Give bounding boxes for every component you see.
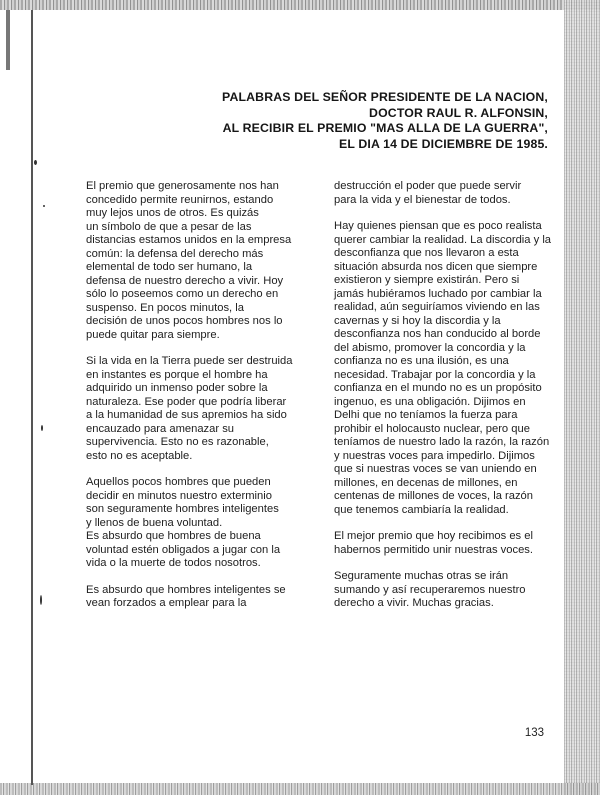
- text-line: confianza no es una ilusión, es una: [334, 355, 509, 367]
- text-line: millones, en decenas de millones, en: [334, 476, 518, 489]
- text-line: distancias estamos unidos en la empresa: [86, 234, 292, 246]
- text-line: que si nuestras voces se van uniendo en: [334, 463, 537, 475]
- page-number: 133: [524, 727, 544, 739]
- paragraph: [86, 584, 306, 611]
- text-line: encauzado para amenazar su: [86, 422, 235, 435]
- text-line: muy lejos unos de otros. Es quizás: [86, 207, 259, 219]
- scan-speck: [34, 160, 37, 165]
- paragraph: [86, 180, 306, 342]
- text-line: situación absurda nos dicen que siempre: [334, 260, 538, 273]
- text-line: sólo lo poseemos como un derecho en: [86, 288, 279, 300]
- text-line: cavernas y si hoy la discordia y la: [334, 314, 501, 327]
- text-line: Hay quienes piensan que es poco realista: [334, 220, 542, 232]
- paragraph: [334, 180, 556, 207]
- text-line: esto no es aceptable.: [86, 449, 193, 462]
- paragraph: [86, 355, 306, 463]
- text-line: que tenemos cambiaría la realidad.: [334, 503, 509, 516]
- text-line: adquirido un inmenso poder sobre la: [86, 382, 268, 394]
- text-line: decisión de unos pocos hombres nos lo: [86, 315, 283, 327]
- scan-edge-bottom: [0, 783, 600, 795]
- text-line: derecho a vivir. Muchas gracias.: [334, 597, 494, 609]
- scan-edge-left-mark: [6, 10, 10, 70]
- text-line: teníamos de nuestro lado la razón, la razón: [334, 436, 550, 448]
- text-line: defensa de nuestro derecho a vivir. Hoy: [86, 274, 284, 287]
- text-line: del abismo, promover la concordia y la: [334, 341, 526, 354]
- text-line: un símbolo de que a pesar de las: [86, 220, 252, 233]
- text-line: Es absurdo que hombres inteligentes se: [86, 583, 286, 596]
- text-line: común: la defensa del derecho más: [86, 247, 264, 260]
- text-line: destrucción el poder que puede servir: [334, 180, 522, 192]
- text-line: a la humanidad de sus apremios ha sido: [86, 409, 287, 421]
- text-line: Aquellos pocos hombres que pueden: [86, 476, 271, 488]
- text-line: vida o la muerte de todos nosotros.: [86, 557, 261, 569]
- text-line: Seguramente muchas otras se irán: [334, 570, 509, 582]
- text-line: naturaleza. Ese poder que podría liberar: [86, 395, 287, 408]
- text-line: prohibir el holocausto nuclear, pero que: [334, 422, 530, 435]
- text-line: en instantes es porque el hombre ha: [86, 368, 268, 381]
- paragraph: [86, 476, 306, 571]
- text-line: concedido permite reunirnos, estando: [86, 193, 274, 206]
- text-line: vean forzados a emplear para la: [86, 597, 247, 609]
- document-heading: [222, 90, 548, 152]
- text-line: para la vida y el bienestar de todos.: [334, 193, 511, 206]
- heading-line: PALABRAS DEL SEÑOR PRESIDENTE DE LA NACION,: [222, 90, 548, 104]
- text-line: son seguramente hombres inteligentes: [86, 503, 279, 515]
- scan-edge-right: [564, 0, 600, 795]
- heading-line: AL RECIBIR EL PREMIO "MAS ALLA DE LA GUERRA",: [222, 121, 548, 135]
- text-line: y llenos de buena voluntad.: [86, 516, 223, 529]
- text-line: habernos permitido unir nuestras voces.: [334, 543, 533, 556]
- right-text-column: [334, 180, 556, 624]
- text-line: sumando y así recuperaremos nuestro: [334, 583, 526, 596]
- text-line: decidir en minutos nuestro exterminio: [86, 489, 272, 502]
- text-line: querer cambiar la realidad. La discordia y la: [334, 233, 552, 246]
- text-line: Si la vida en la Tierra puede ser destruida: [86, 355, 293, 367]
- left-text-column: [86, 180, 306, 624]
- scan-speck: [43, 205, 45, 207]
- scan-speck: [40, 595, 42, 605]
- text-line: realidad, aún seguiríamos viviendo en las: [334, 301, 540, 313]
- text-line: supervivencia. Esto no es razonable,: [86, 436, 269, 448]
- text-line: existieron y siempre existirán. Pero si: [334, 274, 520, 286]
- text-line: confianza en el mundo no es un propósito: [334, 382, 542, 394]
- heading-line: DOCTOR RAUL R. ALFONSIN,: [369, 105, 548, 120]
- text-line: y nuestras voces para impedirlo. Dijimos: [334, 449, 535, 462]
- text-line: centenas de millones de voces, la razón: [334, 490, 534, 502]
- text-line: Es absurdo que hombres de buena: [86, 530, 261, 542]
- scan-edge-top: [0, 0, 600, 10]
- paragraph: [334, 220, 556, 517]
- text-line: necesidad. Trabajar por la concordia y la: [334, 368, 536, 381]
- text-line: desconfianza que nos llevaron a esta: [334, 247, 519, 259]
- text-line: Delhi que no teníamos la fuerza para: [334, 409, 518, 421]
- scan-speck: [41, 425, 43, 431]
- heading-line: EL DIA 14 DE DICIEMBRE DE 1985.: [339, 136, 548, 151]
- paragraph: [334, 570, 556, 611]
- text-line: El premio que generosamente nos han: [86, 180, 279, 192]
- paragraph: [334, 530, 556, 557]
- text-line: jamás hubiéramos luchado por cambiar la: [334, 287, 542, 300]
- text-line: ingenuo, es una obligación. Dijimos en: [334, 395, 526, 408]
- text-line: elemental de todo ser humano, la: [86, 261, 253, 273]
- text-line: desconfianza nos han conducido al borde: [334, 328, 541, 340]
- text-line: puede quitar para siempre.: [86, 328, 220, 341]
- text-line: suspenso. En pocos minutos, la: [86, 301, 244, 314]
- text-line: voluntad estén obligados a jugar con la: [86, 543, 281, 556]
- text-line: El mejor premio que hoy recibimos es el: [334, 530, 533, 542]
- scan-edge-left: [31, 10, 33, 785]
